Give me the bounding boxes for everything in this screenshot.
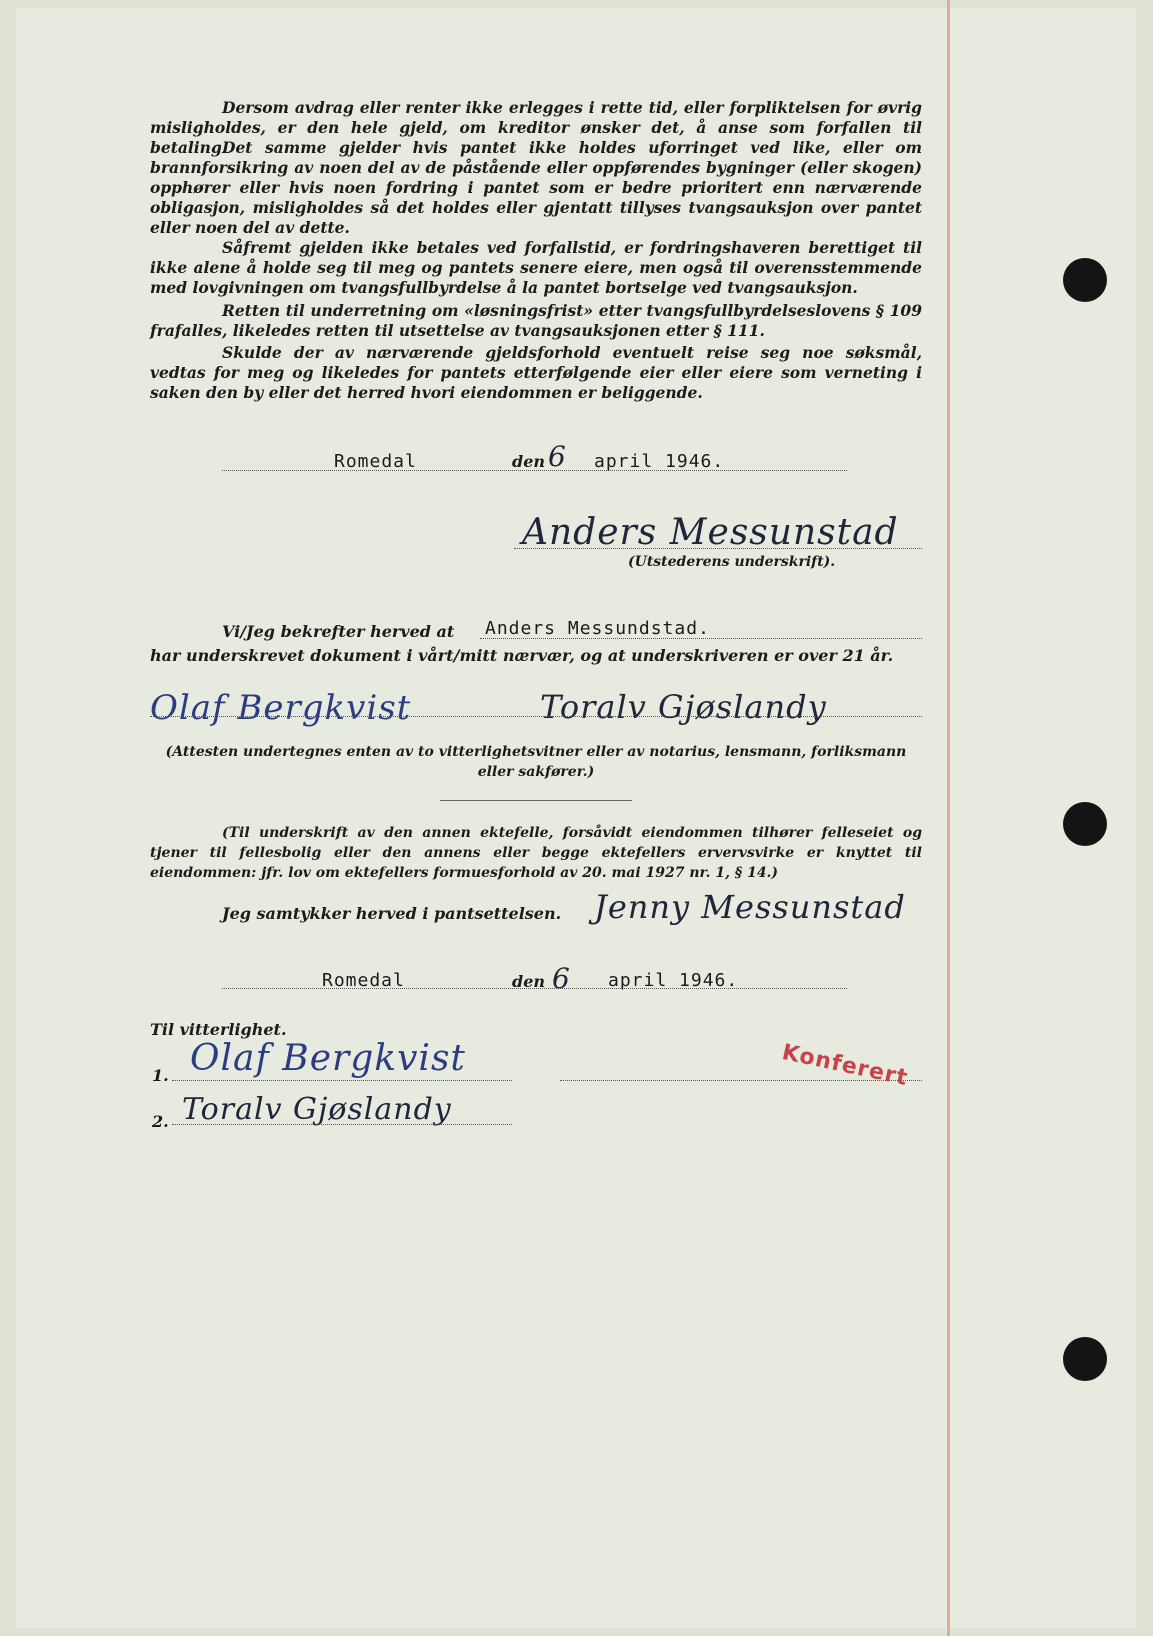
consent-den-label: den	[512, 972, 545, 991]
clause-5: Skulde der av nærværende gjeldsforhold eventuelt reise seg noe søksmål, vedtas for meg og likeledes for pantets etterfølgende eier eller eiere som verneting i saken den by eller det herred hvori eiendommen er beliggende.	[150, 343, 922, 402]
punch-hole	[1063, 1337, 1107, 1381]
final-witness-line-2	[172, 1124, 512, 1125]
issue-day: 6	[548, 440, 567, 473]
spouse-note: (Til underskrift av den annen ektefelle, forsåvidt eiendommen tilhører felleseiet og tjener til fellesbolig eller den annens eller begge ektefellers ervervsvirke er knyttet til eiendommen: jfr. lov om ektefellers formuesforhold av 20. mai 1927 nr. 1, § 14.)	[150, 825, 922, 881]
witness-signature-1: Olaf Bergkvist	[150, 688, 412, 728]
clause-3: Såfremt gjelden ikke betales ved forfallstid, er fordringshaveren berettiget til ikke alene å holde seg til meg og pantets senere eiere, men også til overensstemmende med lovgivningen om tvangsfullbyrdelse å la pantet bortselge ved tvangsauksjon.	[150, 238, 922, 297]
witness-line	[150, 716, 922, 717]
witness-number-1: 1.	[152, 1066, 169, 1085]
confirm-name: Anders Messundstad.	[485, 618, 710, 639]
consent-signature: Jenny Messunstad	[594, 888, 906, 926]
witness-heading: Til vitterlighet.	[150, 1020, 287, 1039]
punch-hole	[1063, 802, 1107, 846]
signature-line	[514, 548, 922, 549]
issuer-signature: Anders Messunstad	[522, 512, 899, 553]
consent-label: Jeg samtykker herved i pantsettelsen.	[222, 904, 562, 923]
attest-note: (Attesten undertegnes enten av to vitterlighetsvitner eller av notarius, lensmann, forliksmann eller sakfører.)	[165, 744, 907, 780]
divider	[440, 800, 632, 801]
final-witness-line-1	[172, 1080, 512, 1081]
witness-number-2: 2.	[152, 1112, 169, 1131]
confirm-label: Vi/Jeg bekrefter herved at	[222, 622, 455, 641]
clause-4: Retten til underretning om «løsningsfrist» etter tvangsfullbyrdelseslovens § 109 frafalles, likeledes retten til utsettelse av tvangsauksjonen etter § 111.	[150, 301, 922, 340]
witness-signature-2: Toralv Gjøslandy	[540, 688, 827, 726]
issuer-signature-caption: (Utstederens underskrift).	[628, 554, 836, 570]
confirm-line	[480, 638, 922, 639]
clause-2: Det samme gjelder hvis pantet ikke holdes uforringet ved like, eller om brannforsikring av noen del av de påstående eller oppførendes bygninger (eller skogen) opphører eller hvis noen fordring i pantet som er bedre prioritert enn nærværende obligasjon, misligholdes så det holdes eller gjentatt tillyses tvangsauksjon over pantet eller noen del av dette.	[150, 138, 922, 237]
issue-place: Romedal	[334, 451, 417, 472]
consent-day: 6	[552, 962, 571, 995]
margin-line	[947, 0, 950, 1636]
konferert-stamp: Konferert	[779, 1040, 911, 1092]
confirm-text: har underskrevet dokument i vårt/mitt nærvær, og at underskriveren er over 21 år.	[150, 646, 894, 665]
final-witness-1: Olaf Bergkvist	[190, 1038, 466, 1079]
clause-1: Dersom avdrag eller renter ikke erlegges i rette tid, eller forpliktelsen for øvrig misligholdes, er den hele gjeld, om kreditor ønsker det, å anse som forfallen til betaling.	[150, 98, 922, 157]
consent-place: Romedal	[322, 970, 405, 991]
final-witness-2: Toralv Gjøslandy	[182, 1092, 452, 1127]
den-label: den	[512, 452, 545, 471]
issue-date: april 1946.	[594, 451, 725, 472]
consent-date: april 1946.	[608, 970, 739, 991]
punch-hole	[1063, 258, 1107, 302]
